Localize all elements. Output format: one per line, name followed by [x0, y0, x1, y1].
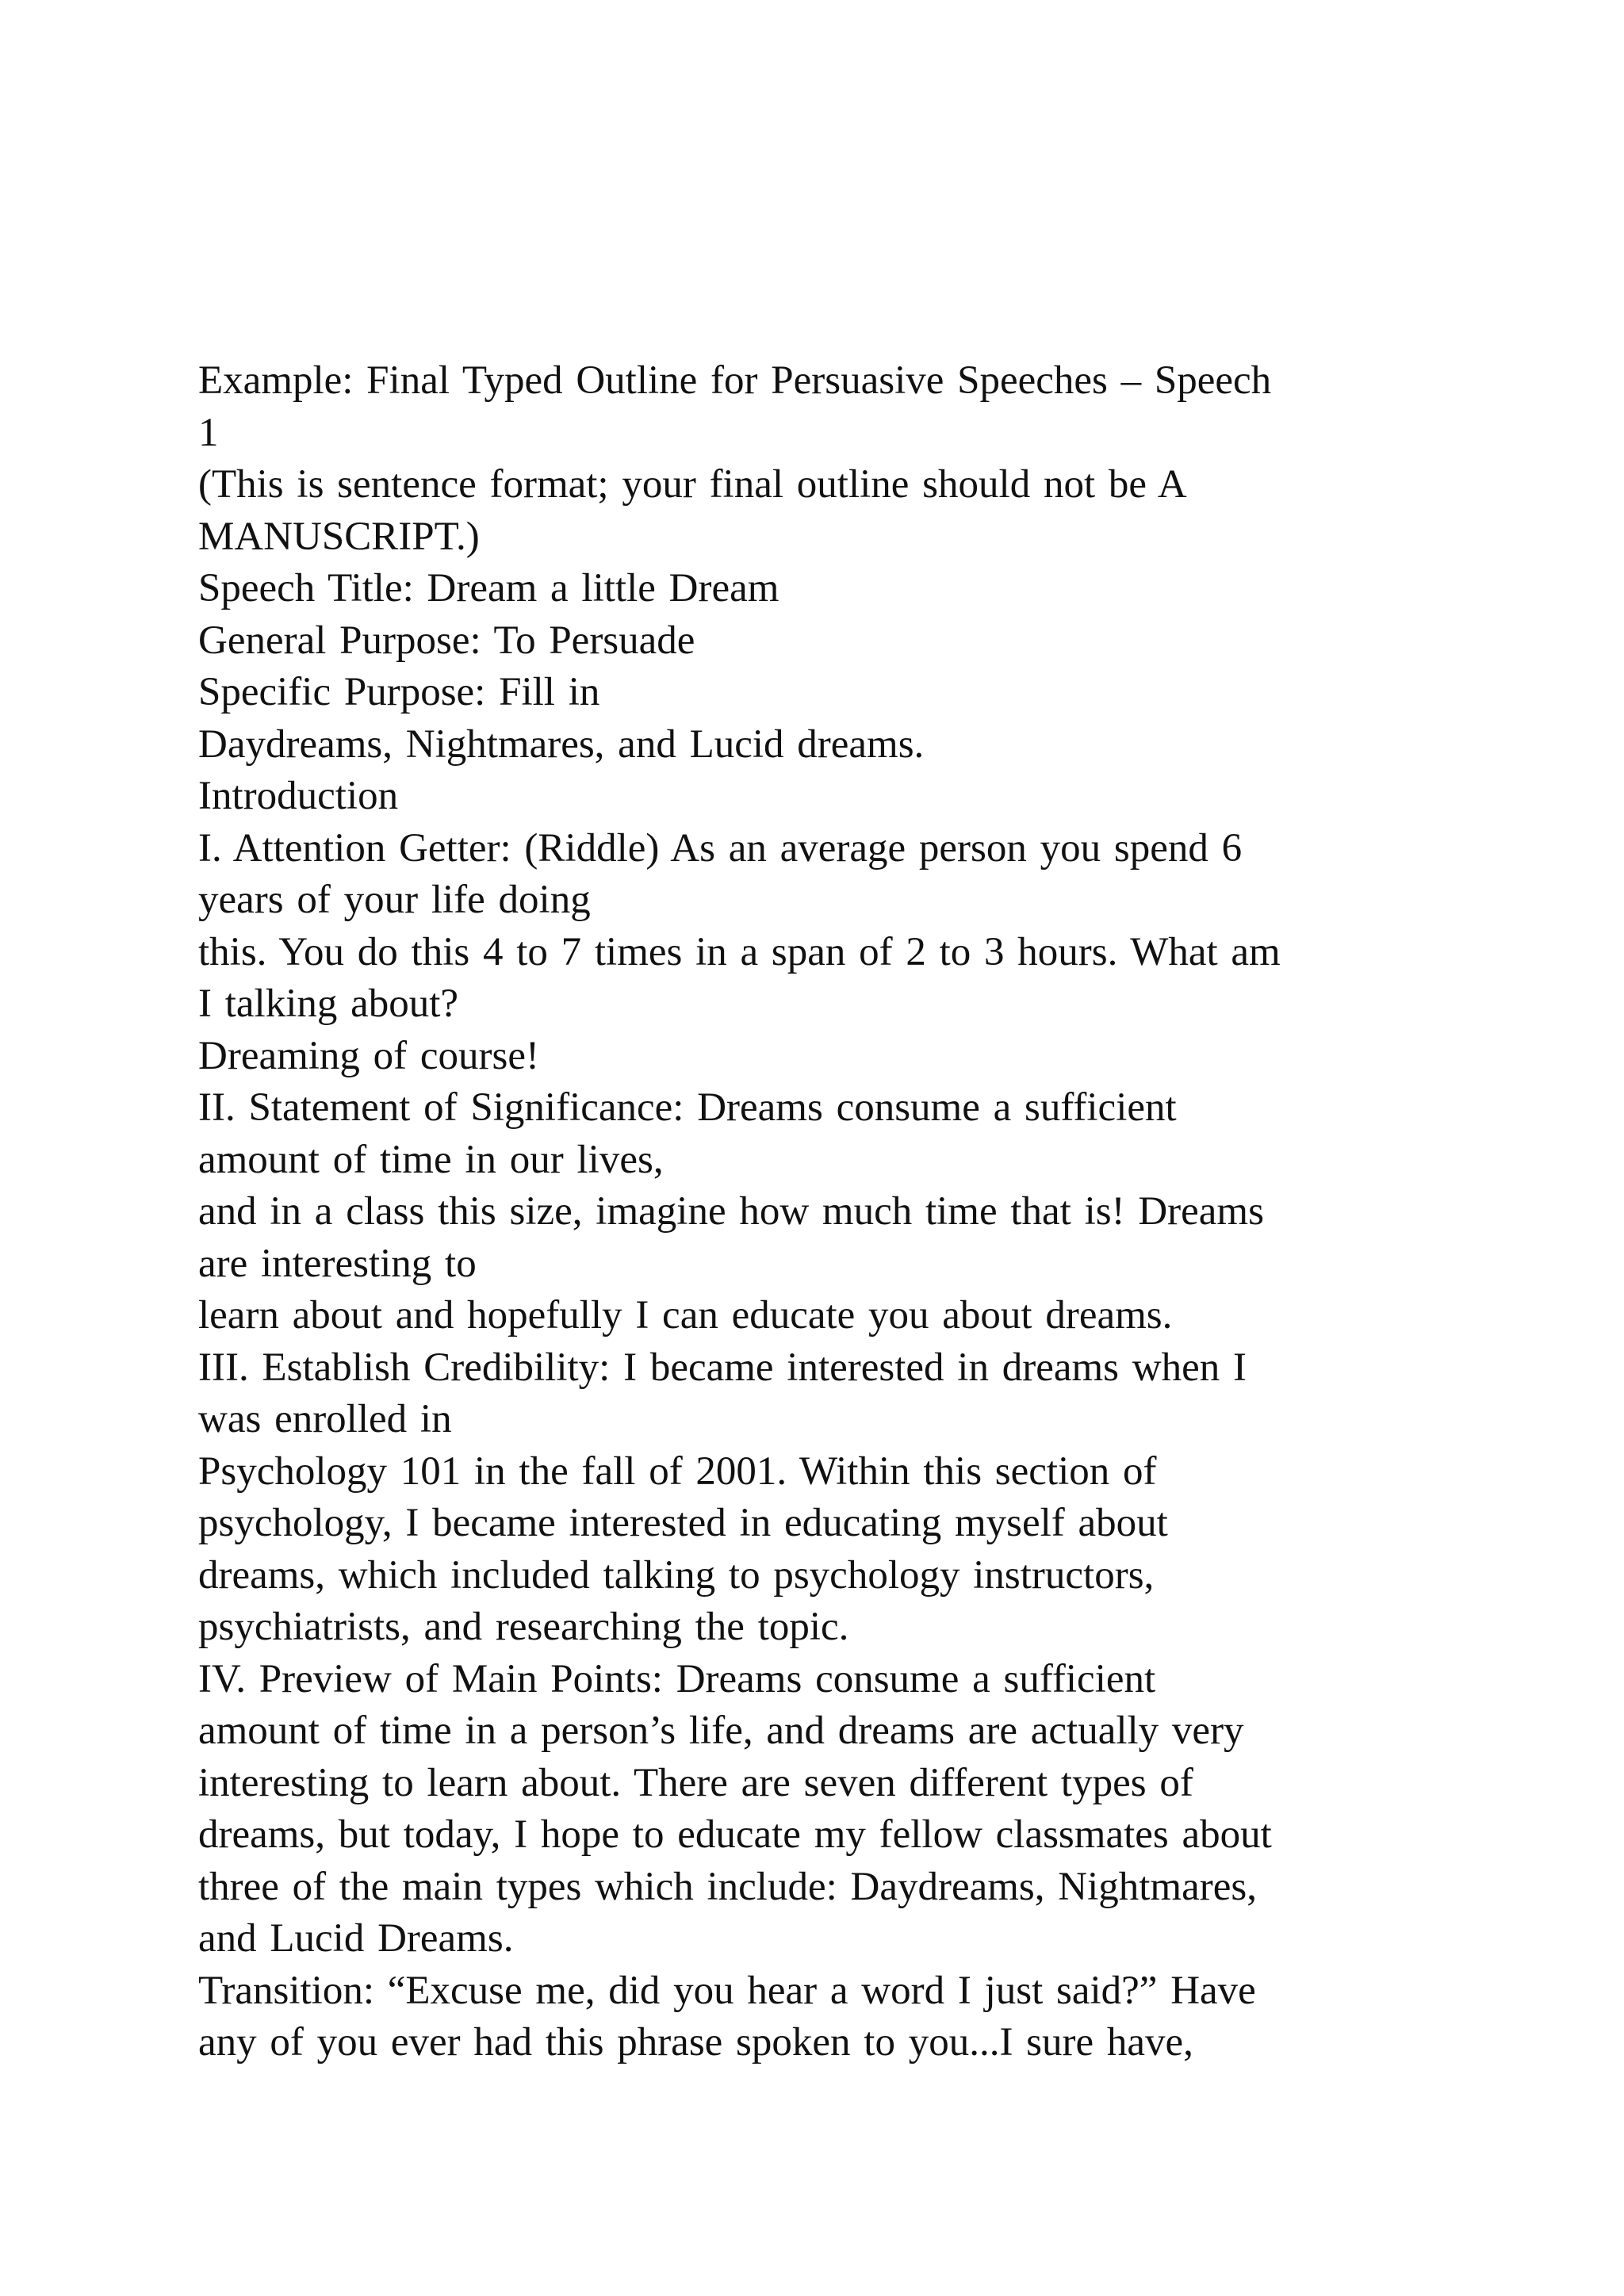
format-note-line: (This is sentence format; your final outline should not be A	[198, 462, 1187, 507]
significance-line: learn about and hopefully I can educate you about dreams.	[198, 1293, 1173, 1337]
significance-line: amount of time in our lives,	[198, 1137, 664, 1182]
introduction-heading: Introduction	[198, 774, 399, 818]
significance-line: II. Statement of Significance: Dreams consume a sufficient	[198, 1085, 1177, 1130]
attention-getter-line: years of your life doing	[198, 878, 591, 922]
significance-line: are interesting to	[198, 1241, 477, 1286]
transition-line: any of you ever had this phrase spoken to you...I sure have,	[198, 2020, 1193, 2064]
preview-line: interesting to learn about. There are seven different types of	[198, 1760, 1193, 1805]
credibility-line: psychology, I became interested in educating myself about	[198, 1501, 1168, 1545]
credibility-line: Psychology 101 in the fall of 2001. Within this section of	[198, 1448, 1157, 1494]
attention-getter-line: this. You do this 4 to 7 times in a span of 2 to 3 hours. What am	[198, 929, 1281, 974]
format-note-line-continued: MANUSCRIPT.)	[198, 514, 480, 559]
credibility-line: psychiatrists, and researching the topic.	[198, 1605, 849, 1649]
general-purpose-line: General Purpose: To Persuade	[198, 618, 695, 663]
specific-purpose-line: Specific Purpose: Fill in	[198, 670, 600, 714]
credibility-line: was enrolled in	[198, 1397, 452, 1441]
outline-text	[198, 355, 1435, 2069]
significance-line: and in a class this size, imagine how much time that is! Dreams	[198, 1189, 1264, 1234]
document-title-line-continued: 1	[198, 410, 219, 455]
preview-line: three of the main types which include: Daydreams, Nightmares,	[198, 1864, 1257, 1909]
specific-purpose-line-continued: Daydreams, Nightmares, and Lucid dreams.	[198, 721, 925, 767]
preview-line: and Lucid Dreams.	[198, 1916, 514, 1961]
preview-line: dreams, but today, I hope to educate my fellow classmates about	[198, 1812, 1272, 1857]
document-title-line: Example: Final Typed Outline for Persuasive Speeches – Speech	[198, 358, 1272, 403]
credibility-line: dreams, which included talking to psychology instructors,	[198, 1552, 1155, 1598]
preview-line: IV. Preview of Main Points: Dreams consume a sufficient	[198, 1656, 1156, 1701]
attention-getter-line: I. Attention Getter: (Riddle) As an average person you spend 6	[198, 825, 1243, 871]
preview-line: amount of time in a person’s life, and dreams are actually very	[198, 1709, 1244, 1753]
speech-title-line: Speech Title: Dream a little Dream	[198, 566, 779, 610]
credibility-line: III. Establish Credibility: I became interested in dreams when I	[198, 1345, 1247, 1390]
attention-getter-line: Dreaming of course!	[198, 1033, 539, 1078]
transition-line: Transition: “Excuse me, did you hear a word I just said?” Have	[198, 1968, 1256, 2013]
attention-getter-line: I talking about?	[198, 982, 459, 1026]
